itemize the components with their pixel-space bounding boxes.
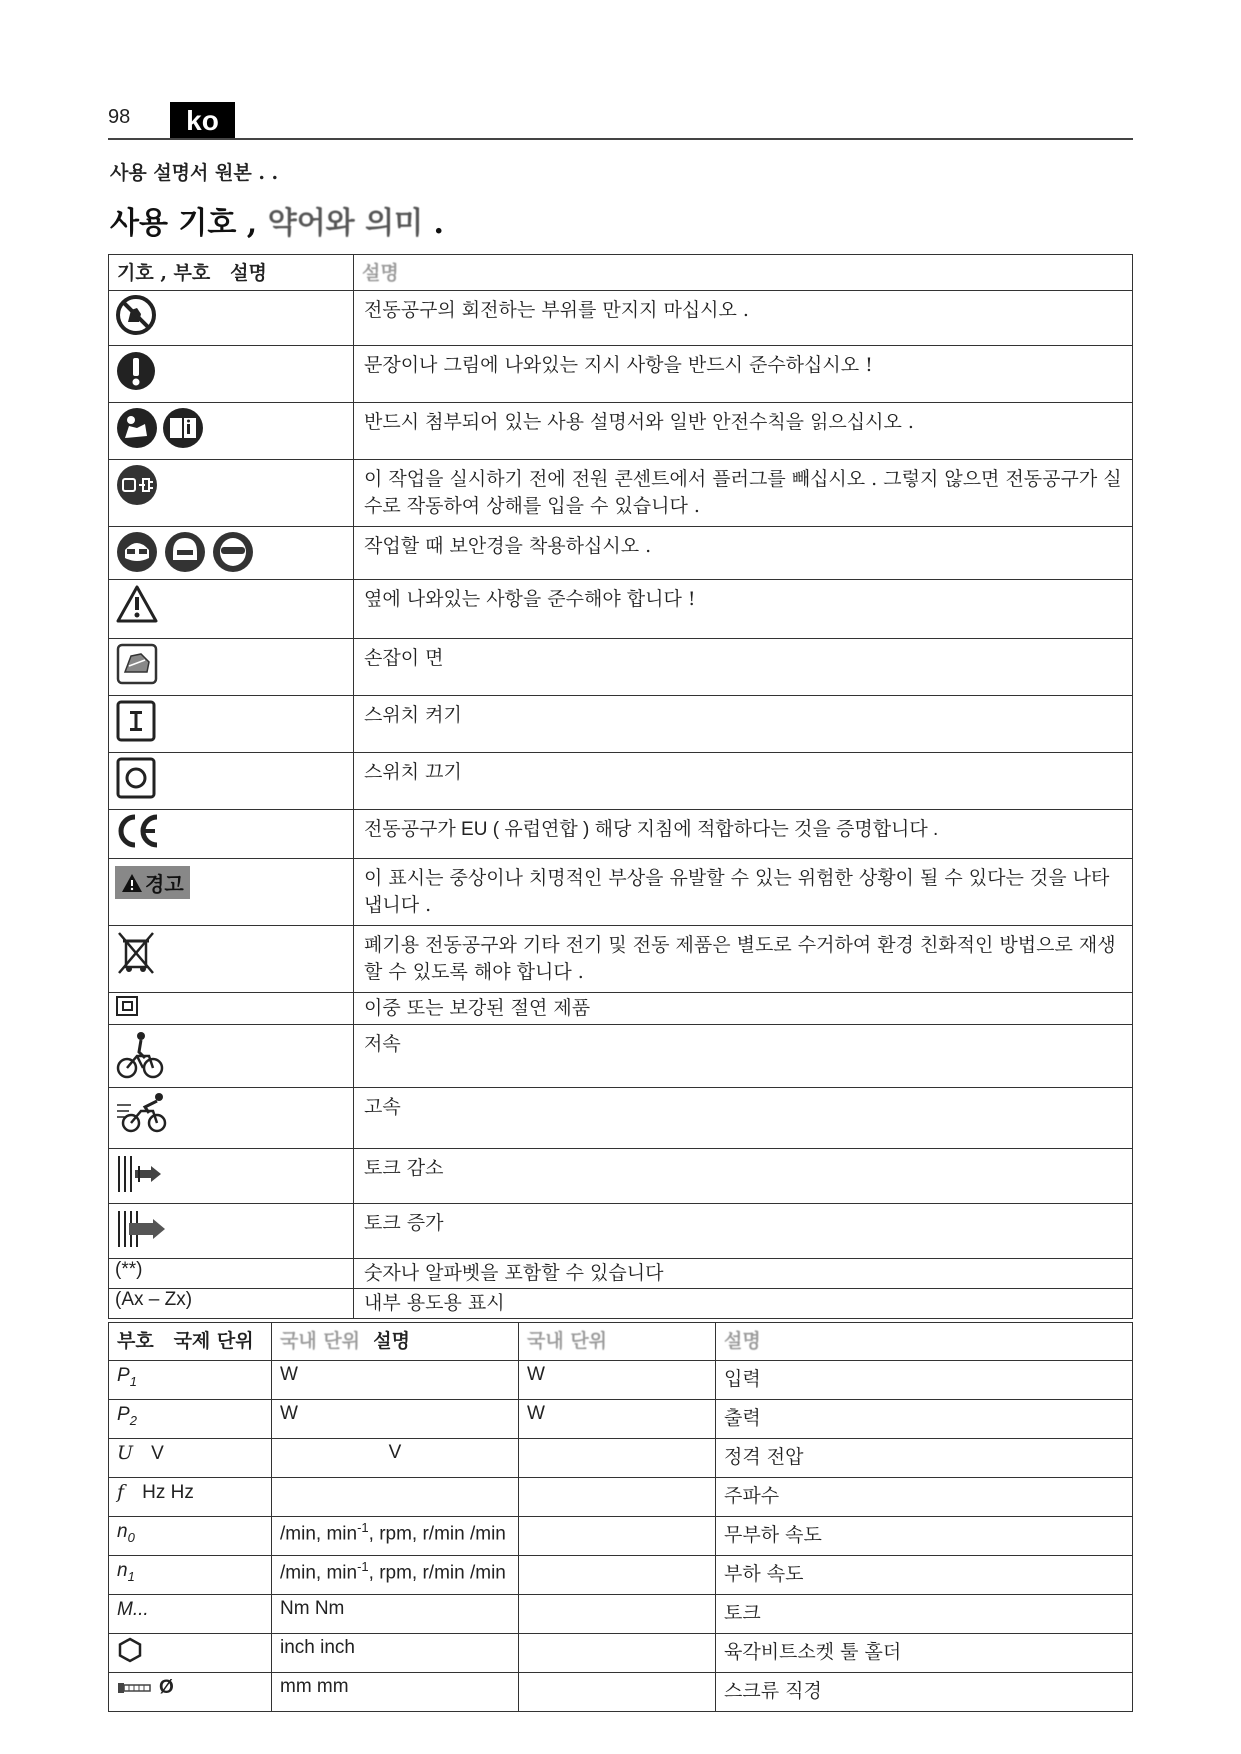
switch-on-icon [115,699,157,743]
table-row [109,403,1133,460]
table-row [109,810,1133,859]
symbol-cell [109,859,354,926]
weee-bin-icon [115,929,157,975]
warning-triangle-icon [121,873,143,893]
unit-symbol: U V [109,1439,272,1478]
symbol-cell: (Ax – Zx) [109,1289,354,1319]
table-row [109,696,1133,753]
description-cell: 손잡이 면 [354,639,1133,696]
document-subtitle: 사용 설명서 원본 . . [110,162,279,184]
table-row [109,1289,1133,1319]
table-row [109,753,1133,810]
table-row [109,1025,1133,1088]
table-row [109,527,1133,580]
symbol-cell [109,291,354,346]
table-row [109,1400,1133,1439]
unit-description: 토크 [716,1595,1133,1634]
screw-diameter-icon [117,1680,153,1696]
symbol-cell [109,993,354,1025]
national-unit [519,1556,716,1595]
symbol-cell [109,460,354,527]
page-title: 사용 기호 , 약어와 의미 . [110,206,444,241]
symbol-cell [109,346,354,403]
language-tab: ko [170,102,235,139]
unit-description: 정격 전압 [716,1439,1133,1478]
symbol-cell [109,926,354,993]
unit-description: 스크류 직경 [716,1673,1133,1712]
table-row [109,346,1133,403]
intl-unit: inch inch [272,1634,519,1673]
symbol-cell [109,1088,354,1149]
symbol-cell: (**) [109,1259,354,1289]
unit-symbol: $P_1$ [109,1361,272,1400]
table-row [109,1673,1133,1712]
national-unit [519,1595,716,1634]
wear-protection-icon [115,530,255,574]
description-cell: 토크 증가 [354,1204,1133,1259]
table-row [109,580,1133,639]
page-number: 98 [108,106,131,128]
description-cell: 토크 감소 [354,1149,1133,1204]
header-description: 설명 [354,255,1133,291]
description-cell: 저속 [354,1025,1133,1088]
national-unit [519,1517,716,1556]
table-header-row [109,255,1133,291]
table-row [109,1556,1133,1595]
table-row [109,1149,1133,1204]
torque-decrease-icon [115,1152,165,1196]
symbols-table [108,254,1133,1319]
table-row [109,291,1133,346]
description-cell: 전동공구가 EU ( 유럽연합 ) 해당 지침에 적합하다는 것을 증명합니다 . [354,810,1133,859]
national-unit: W [519,1400,716,1439]
description-cell: 숫자나 알파벳을 포함할 수 있습니다 [354,1259,1133,1289]
intl-unit: V [272,1439,519,1478]
unit-symbol [109,1634,272,1673]
intl-unit: W [272,1400,519,1439]
unit-description: 부하 속도 [716,1556,1133,1595]
description-cell: 전동공구의 회전하는 부위를 만지지 마십시오 . [354,291,1133,346]
intl-unit: Nm Nm [272,1595,519,1634]
symbol-cell [109,696,354,753]
table-row [109,1439,1133,1478]
header-symbol: 기호 , 부호 설명 [109,255,354,291]
table-row [109,1517,1133,1556]
description-cell: 고속 [354,1088,1133,1149]
table-row [109,1595,1133,1634]
no-touch-rotating-icon [115,294,157,336]
symbol-cell [109,753,354,810]
units-table [108,1322,1133,1712]
header-rule [108,138,1133,140]
symbol-cell [109,1025,354,1088]
double-insulation-icon [115,995,139,1017]
ce-mark-icon [115,813,161,849]
national-unit [519,1478,716,1517]
intl-unit: mm mm [272,1673,519,1712]
unit-symbol: $n_1$ [109,1556,272,1595]
table-row [109,1259,1133,1289]
description-cell: 옆에 나와있는 사항을 준수해야 합니다 ! [354,580,1133,639]
description-cell: 문장이나 그림에 나와있는 지시 사항을 반드시 준수하십시오 ! [354,346,1133,403]
hex-socket-icon [117,1637,143,1663]
symbol-cell [109,639,354,696]
symbol-cell [109,810,354,859]
unit-symbol: Ø [109,1673,272,1712]
table-row [109,1361,1133,1400]
table-row [109,1088,1133,1149]
unit-symbol: f Hz Hz [109,1478,272,1517]
warning-label-icon: 경고 [115,866,190,899]
description-cell: 이 작업을 실시하기 전에 전원 콘센트에서 플러그를 빼십시오 . 그렇지 않으면 전동공구가 실수로 작동하여 상해를 입을 수 있습니다 . [354,460,1133,527]
description-cell: 반드시 첨부되어 있는 사용 설명서와 일반 안전수칙을 읽으십시오 . [354,403,1133,460]
unit-symbol: $P_2$ [109,1400,272,1439]
unit-description: 무부하 속도 [716,1517,1133,1556]
torque-increase-icon [115,1207,169,1251]
symbol-cell [109,580,354,639]
unit-description: 육각비트소켓 툴 홀더 [716,1634,1133,1673]
low-speed-bicycle-icon [115,1028,165,1080]
symbol-cell [109,403,354,460]
national-unit: W [519,1361,716,1400]
header-description: 설명 [716,1323,1133,1361]
national-unit [519,1673,716,1712]
warning-triangle-icon [115,583,159,625]
description-cell: 스위치 켜기 [354,696,1133,753]
table-row [109,926,1133,993]
table-row [109,1204,1133,1259]
intl-unit: /min, $\min^{-1}$, rpm, r/min /min [272,1517,519,1556]
unit-description: 입력 [716,1361,1133,1400]
intl-unit [272,1478,519,1517]
read-manual-icon [115,406,207,450]
description-cell: 폐기용 전동공구와 기타 전기 및 전동 제품은 별도로 수거하여 환경 친화적인 방법으로 재생할 수 있도록 해야 합니다 . [354,926,1133,993]
table-row [109,1478,1133,1517]
header-intl-unit: 국내 단위 설명 [272,1323,519,1361]
description-cell: 이중 또는 보강된 절연 제품 [354,993,1133,1025]
high-speed-bicycle-icon [115,1091,171,1133]
symbol-cell [109,1204,354,1259]
table-row [109,460,1133,527]
national-unit [519,1634,716,1673]
table-row [109,859,1133,926]
unplug-icon [115,463,159,507]
unit-symbol: $n_0$ [109,1517,272,1556]
unit-description: 주파수 [716,1478,1133,1517]
intl-unit: /min, $\min^{-1}$, rpm, r/min /min [272,1556,519,1595]
national-unit [519,1439,716,1478]
table-header-row [109,1323,1133,1361]
switch-off-icon [115,756,157,800]
unit-symbol: M... [109,1595,272,1634]
unit-description: 출력 [716,1400,1133,1439]
grip-surface-icon [115,642,159,686]
table-row [109,1634,1133,1673]
table-row [109,639,1133,696]
description-cell: 스위치 끄기 [354,753,1133,810]
header-national-unit: 국내 단위 [519,1323,716,1361]
description-cell: 작업할 때 보안경을 착용하십시오 . [354,527,1133,580]
intl-unit: W [272,1361,519,1400]
description-cell: 내부 용도용 표시 [354,1289,1133,1319]
description-cell: 이 표시는 중상이나 치명적인 부상을 유발할 수 있는 위험한 상황이 될 수 있다는 것을 나타냅니다 . [354,859,1133,926]
symbol-cell [109,1149,354,1204]
symbol-cell [109,527,354,580]
table-row [109,993,1133,1025]
header-symbol: 부호 국제 단위 [109,1323,272,1361]
mandatory-exclamation-icon [115,349,157,393]
